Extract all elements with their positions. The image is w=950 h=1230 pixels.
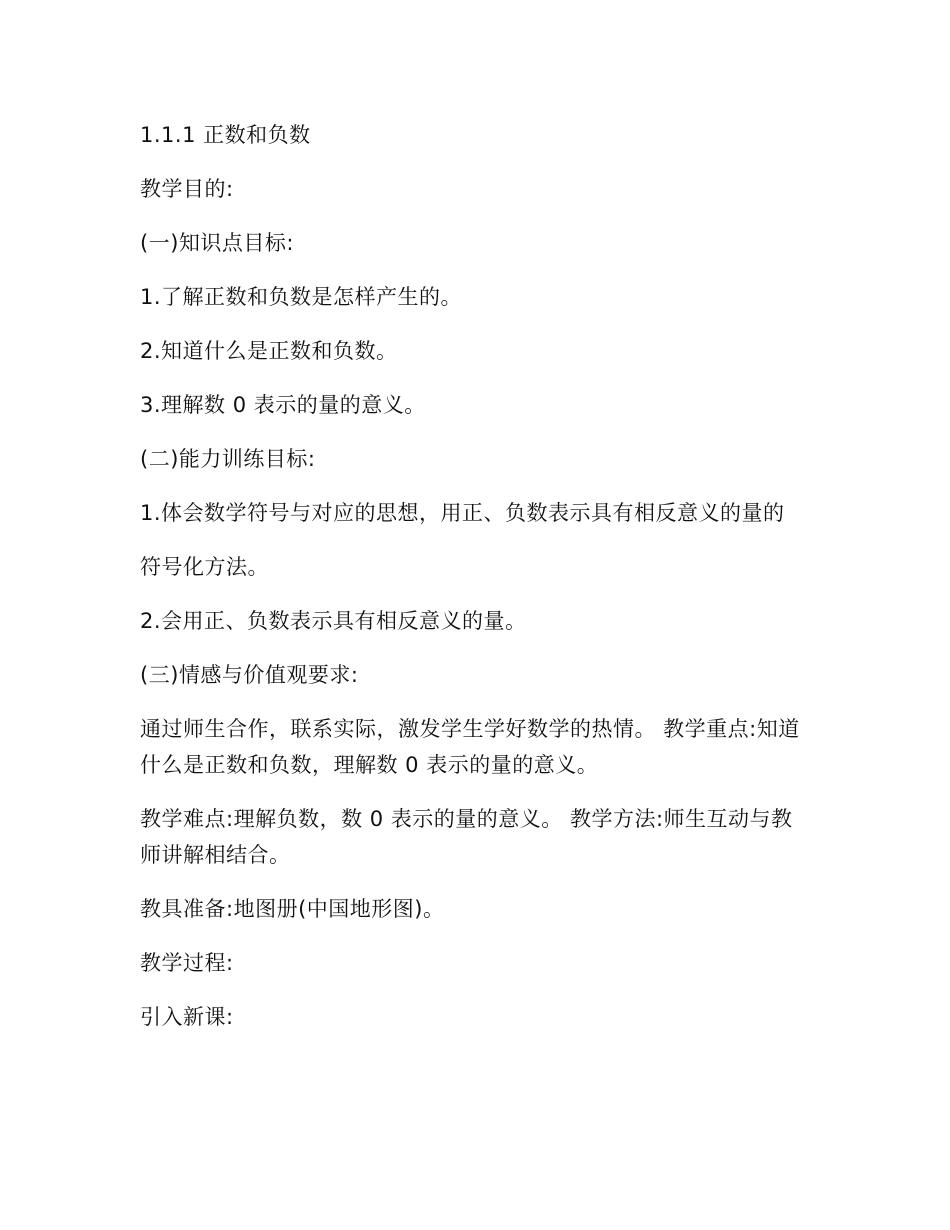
heading-new-lesson: 引入新课:: [140, 1005, 234, 1029]
ability-item-1: 1.体会数学符号与对应的思想，用正、负数表示具有相反意义的量的: [140, 501, 785, 525]
heading-teaching-objectives: 教学目的:: [140, 177, 234, 201]
ability-item-2: 2.会用正、负数表示具有相反意义的量。: [140, 609, 527, 633]
knowledge-item-2: 2.知道什么是正数和负数。: [140, 339, 398, 363]
subheading-knowledge-objectives: (一)知识点目标:: [140, 231, 294, 255]
knowledge-item-1: 1.了解正数和负数是怎样产生的。: [140, 285, 463, 309]
subheading-emotion-values: (三)情感与价值观要求:: [140, 663, 359, 687]
subheading-ability-objectives: (二)能力训练目标:: [140, 447, 316, 471]
document-body: [140, 117, 812, 1053]
difficulties-and-methods: 教学难点:理解负数，数 0 表示的量的意义。 教学方法:师生互动与教师讲解相结合。: [140, 807, 793, 867]
teaching-aids: 教具准备:地图册(中国地形图)。: [140, 897, 445, 921]
heading-teaching-process: 教学过程:: [140, 951, 234, 975]
ability-item-1-continued: 符号化方法。: [140, 555, 269, 579]
section-title: 1.1.1 正数和负数: [140, 123, 311, 147]
emotion-and-key-points: 通过师生合作，联系实际，激发学生学好数学的热情。 教学重点:知道什么是正数和负数，理解数 0 表示的量的意义。: [140, 717, 800, 777]
knowledge-item-3: 3.理解数 0 表示的量的意义。: [140, 393, 426, 417]
